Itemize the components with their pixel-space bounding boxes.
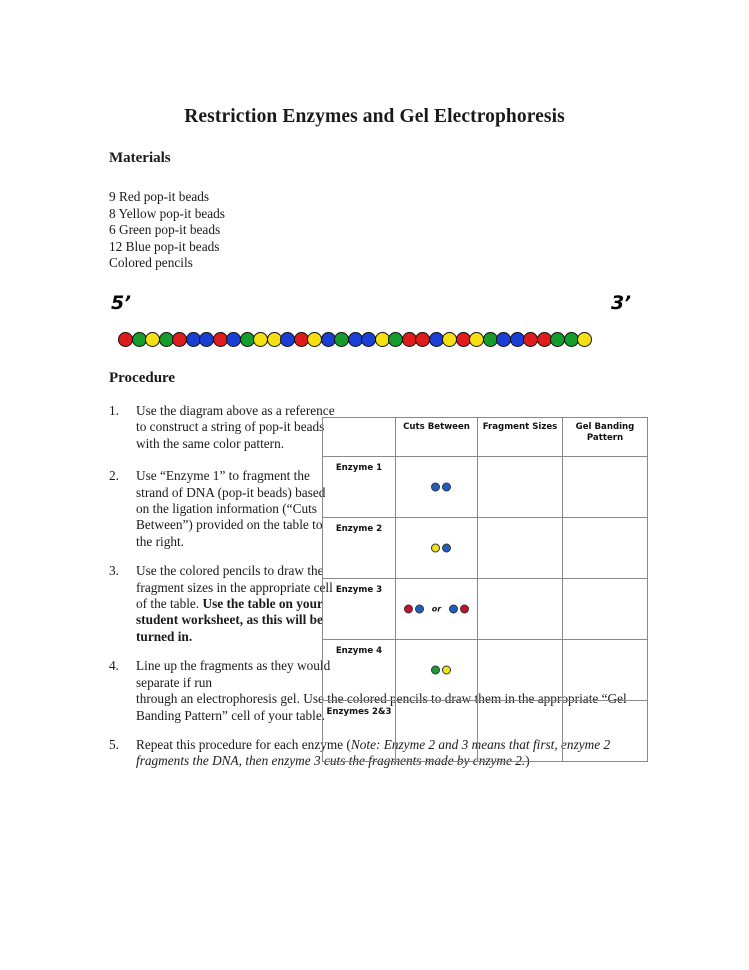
- bead-strip: [118, 332, 591, 347]
- step-text-rest: through an electrophoresis gel. Use the colored pencils to draw them in the appropriate “Gel Banding Pattern” cell of your table.: [136, 691, 627, 723]
- cuts-between-cell: [396, 518, 478, 579]
- materials-item: 6 Green pop-it beads: [109, 222, 221, 238]
- table-row: [323, 640, 648, 701]
- cut-pattern: [400, 666, 481, 675]
- dna-bead: [415, 332, 430, 347]
- dna-bead: [577, 332, 592, 347]
- enzyme-label: Enzyme 4: [335, 646, 383, 656]
- enzyme-name-cell: [323, 701, 396, 762]
- dna-bead: [550, 332, 565, 347]
- table-row: [323, 579, 648, 640]
- procedure-step-2: [109, 468, 336, 550]
- cut-bead: [404, 605, 413, 614]
- step-number: 4.: [109, 658, 119, 674]
- fragment-sizes-cell[interactable]: [478, 518, 563, 579]
- materials-heading: Materials: [109, 150, 171, 166]
- materials-item: Colored pencils: [109, 255, 193, 271]
- step-text: Use the diagram above as a reference to construct a string of pop-it beads with the same color pattern.: [136, 403, 335, 451]
- table-header-row: [323, 418, 648, 457]
- cut-bead-pair: [404, 605, 424, 614]
- materials-item: 9 Red pop-it beads: [109, 189, 210, 204]
- dna-bead: [523, 332, 538, 347]
- cut-bead-pair: [431, 666, 451, 675]
- cuts-between-cell: [396, 701, 478, 762]
- enzyme-table: [322, 417, 648, 762]
- cut-pattern: [396, 605, 477, 614]
- fragment-sizes-cell[interactable]: [478, 579, 563, 640]
- step-text: Repeat this procedure for each enzyme (: [136, 736, 351, 752]
- table-row: [323, 457, 648, 518]
- dna-strand-diagram: [0, 292, 749, 362]
- dna-bead: [496, 332, 511, 347]
- table-header-fragment-sizes: Fragment Sizes: [478, 418, 563, 457]
- enzyme-name-cell: [323, 640, 396, 701]
- cut-bead: [460, 605, 469, 614]
- gel-banding-pattern-cell[interactable]: [563, 701, 648, 762]
- cut-bead: [431, 544, 440, 553]
- step-text-tail: ): [525, 753, 530, 769]
- cut-pattern: [400, 544, 481, 553]
- cuts-between-cell: [396, 640, 478, 701]
- fragment-sizes-cell[interactable]: [478, 701, 563, 762]
- cut-bead: [442, 483, 451, 492]
- enzyme-name-cell: [323, 457, 396, 518]
- enzyme-label: Enzyme 2: [335, 524, 383, 534]
- step-text: Use “Enzyme 1” to fragment the strand of DNA (pop-it beads) based on the ligation information (“Cuts Between”) provided on the table to the right.: [136, 468, 326, 549]
- cut-bead-pair: [449, 605, 469, 614]
- materials-item: 12 Blue pop-it beads: [109, 238, 220, 254]
- materials-list: [109, 189, 225, 272]
- fragment-sizes-cell[interactable]: [478, 457, 563, 518]
- page-title: Restriction Enzymes and Gel Electrophoresis: [184, 106, 565, 127]
- step-number: 1.: [109, 403, 119, 418]
- procedure-step-1: [109, 403, 336, 452]
- step-text-italic: Note: Enzyme 2 and 3 means that first, enzyme 2 fragments the DNA, then enzyme 3 cuts the fragments made by enzyme 2.: [136, 736, 611, 769]
- cut-bead: [415, 605, 424, 614]
- dna-bead: [118, 332, 133, 347]
- step-number: 2.: [109, 468, 119, 484]
- dna-bead: [307, 332, 322, 347]
- dna-bead: [199, 332, 214, 347]
- step-text: Use the colored pencils to draw the fragment sizes in the appropriate cell of the table.: [136, 563, 333, 612]
- cut-bead: [442, 544, 451, 553]
- step-text-head: Line up the fragments as they would separate if run: [136, 658, 331, 690]
- three-prime-label: 3’: [611, 292, 631, 314]
- cut-bead: [431, 666, 440, 675]
- gel-banding-pattern-cell[interactable]: [563, 640, 648, 701]
- dna-bead: [361, 332, 376, 347]
- enzyme-label: Enzyme 1: [335, 463, 383, 473]
- dna-bead: [442, 332, 457, 347]
- enzyme-name-cell: [323, 579, 396, 640]
- cuts-between-cell: [396, 579, 478, 640]
- procedure-heading: Procedure: [109, 370, 176, 386]
- dna-bead: [334, 332, 349, 347]
- cut-bead: [442, 666, 451, 675]
- table-header-blank: [323, 418, 396, 457]
- table-row: [323, 701, 648, 762]
- step-number: 5.: [109, 736, 119, 752]
- dna-bead: [388, 332, 403, 347]
- fragment-sizes-cell[interactable]: [478, 640, 563, 701]
- table-row: [323, 518, 648, 579]
- step-number: 3.: [109, 563, 119, 579]
- cuts-between-cell: [396, 457, 478, 518]
- step-text-bold: Use the table on your student worksheet, as this will be turned in.: [136, 596, 323, 644]
- cut-bead: [431, 483, 440, 492]
- gel-banding-pattern-cell[interactable]: [563, 579, 648, 640]
- cut-pattern: [400, 483, 481, 492]
- dna-bead: [253, 332, 268, 347]
- dna-bead: [172, 332, 187, 347]
- table-header-cuts-between: Cuts Between: [396, 418, 478, 457]
- cut-bead: [449, 605, 458, 614]
- dna-bead: [226, 332, 241, 347]
- gel-banding-pattern-cell[interactable]: [563, 518, 648, 579]
- dna-bead: [145, 332, 160, 347]
- dna-bead: [469, 332, 484, 347]
- cut-separator: or: [431, 604, 442, 614]
- table-header-gel-banding-pattern: Gel Banding Pattern: [563, 418, 648, 457]
- five-prime-label: 5’: [111, 292, 131, 314]
- cut-bead-pair: [431, 544, 451, 553]
- gel-banding-pattern-cell[interactable]: [563, 457, 648, 518]
- cut-bead-pair: [431, 483, 451, 492]
- materials-item: 8 Yellow pop-it beads: [109, 205, 225, 221]
- enzyme-name-cell: [323, 518, 396, 579]
- enzyme-label: Enzyme 3: [335, 585, 383, 595]
- procedure-step-3: [109, 563, 336, 645]
- dna-bead: [280, 332, 295, 347]
- enzyme-label: Enzymes 2&3: [326, 707, 392, 717]
